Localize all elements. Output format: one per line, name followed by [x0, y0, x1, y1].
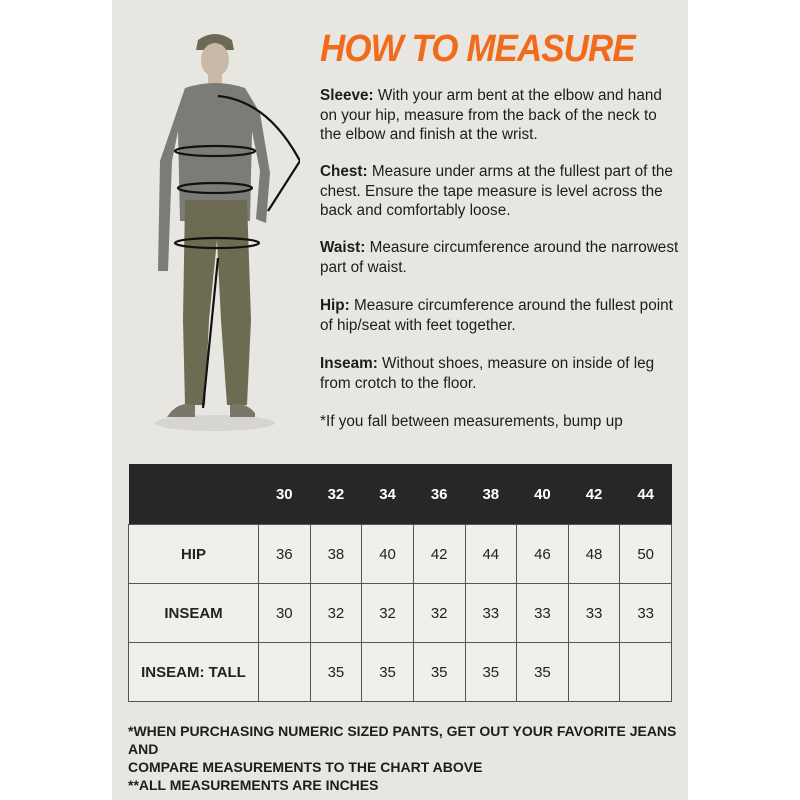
table-cell: 32: [362, 584, 414, 643]
size-header: 36: [413, 464, 465, 525]
table-cell: 35: [362, 643, 414, 702]
table-cell: [620, 643, 672, 702]
table-cell: 32: [310, 584, 362, 643]
table-row: [129, 584, 672, 643]
table-cell: 35: [517, 643, 569, 702]
fit-note: *If you fall between measurements, bump up: [320, 413, 623, 430]
size-header: 42: [568, 464, 620, 525]
footer-line: COMPARE MEASUREMENTS TO THE CHART ABOVE: [128, 759, 483, 775]
table-cell: 33: [620, 584, 672, 643]
table-cell: 35: [413, 643, 465, 702]
table-cell: 30: [259, 584, 311, 643]
size-header: 44: [620, 464, 672, 525]
table-cell: 44: [465, 525, 517, 584]
table-row: [129, 643, 672, 702]
table-cell: 36: [259, 525, 311, 584]
footer-line: *WHEN PURCHASING NUMERIC SIZED PANTS, GET OUT YOUR FAVORITE JEANS AND: [128, 723, 677, 757]
instruction-inseam: Inseam: Without shoes, measure on inside of leg from crotch to the floor.: [320, 355, 655, 392]
table-cell: 33: [465, 584, 517, 643]
size-header: 38: [465, 464, 517, 525]
size-header: 30: [259, 464, 311, 525]
row-label: INSEAM: [129, 584, 259, 643]
footer-notes: [128, 722, 688, 794]
footer-line: **ALL MEASUREMENTS ARE INCHES: [128, 777, 379, 793]
size-header: 40: [517, 464, 569, 525]
instruction-waist: Waist: Measure circumference around the narrowest part of waist.: [320, 239, 679, 276]
instruction-chest: Chest: Measure under arms at the fullest part of the chest. Ensure the tape measure is level across the back and comfortably loose.: [320, 163, 673, 219]
size-header: 34: [362, 464, 414, 525]
table-cell: 46: [517, 525, 569, 584]
page-title: HOW TO MEASURE: [320, 28, 635, 70]
size-header: 32: [310, 464, 362, 525]
table-cell: [259, 643, 311, 702]
size-chart-table: [128, 464, 672, 702]
row-label: HIP: [129, 525, 259, 584]
table-cell: 33: [568, 584, 620, 643]
table-cell: 33: [517, 584, 569, 643]
table-cell: 40: [362, 525, 414, 584]
row-label: INSEAM: TALL: [129, 643, 259, 702]
table-cell: 35: [465, 643, 517, 702]
table-cell: 35: [310, 643, 362, 702]
table-row: [129, 525, 672, 584]
instruction-sleeve: Sleeve: With your arm bent at the elbow and hand on your hip, measure from the back of the neck to the elbow and finish at the wrist.: [320, 87, 662, 143]
table-cell: 48: [568, 525, 620, 584]
instruction-hip: Hip: Measure circumference around the fullest point of hip/seat with feet together.: [320, 297, 673, 334]
table-cell: 50: [620, 525, 672, 584]
table-cell: 32: [413, 584, 465, 643]
table-header-row: [129, 464, 672, 525]
table-cell: 42: [413, 525, 465, 584]
table-cell: [568, 643, 620, 702]
table-cell: 38: [310, 525, 362, 584]
model-measurement-illustration: [130, 28, 300, 438]
